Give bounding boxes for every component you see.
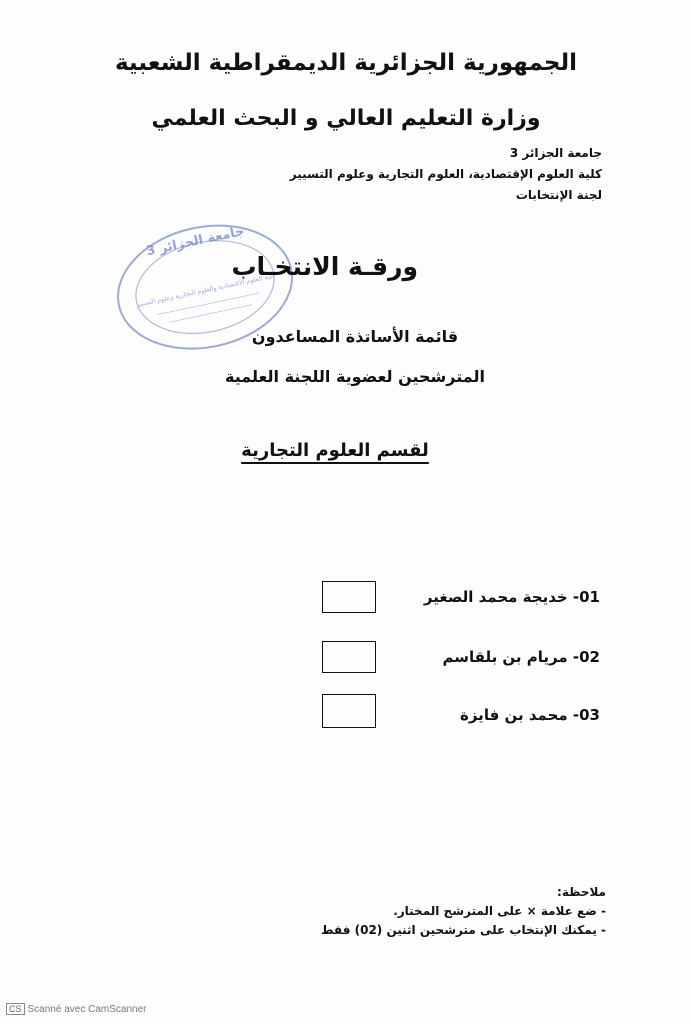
- candidate-checkbox[interactable]: [322, 581, 376, 613]
- candidate-name: 03- محمد بن فايزة: [460, 706, 600, 724]
- candidate-checkbox[interactable]: [322, 694, 376, 728]
- notes-heading: ملاحظة:: [557, 885, 606, 899]
- faculty-name: كلية العلوم الإقتصادية، العلوم التجارية وعلوم التسيير: [289, 167, 602, 181]
- candidate-name: 01- خديجة محمد الصغير: [423, 588, 600, 606]
- university-name: جامعة الجزائر 3: [509, 146, 602, 160]
- republic-heading: الجمهورية الجزائرية الديمقراطية الشعبية: [114, 50, 578, 76]
- camscanner-icon: CS: [6, 1003, 25, 1015]
- ballot-title: ورقـة الانتخـاب: [231, 252, 418, 281]
- candidate-row: [0, 580, 692, 620]
- committee-name: لجنة الإنتخابات: [515, 188, 602, 202]
- notes-block: [321, 883, 606, 940]
- candidate-row: [0, 694, 692, 734]
- candidate-checkbox[interactable]: [322, 641, 376, 673]
- ministry-heading: وزارة التعليم العالي و البحث العلمي: [151, 106, 541, 131]
- note-line: - ضع علامة × على المترشح المختار.: [393, 904, 606, 918]
- stamp-ring-text: جامعة الجزائر 3: [144, 223, 246, 260]
- scanner-footer: [6, 1003, 146, 1015]
- scanner-footer-text: Scanné avec CamScanner: [27, 1004, 147, 1015]
- candidate-row: [0, 640, 692, 680]
- list-title: قائمة الأساتذة المساعدون: [251, 327, 459, 346]
- department-heading: لقسم العلوم التجارية: [241, 440, 429, 461]
- list-subtitle: المترشحين لعضوية اللجنة العلمية: [225, 367, 485, 386]
- stamp-inner-text: كلية العلوم الاقتصادية والعلوم التجارية وعلوم التسيير: [135, 271, 276, 309]
- candidate-name: 02- مريام بن بلقاسم: [442, 648, 600, 666]
- institution-block: [290, 143, 602, 206]
- note-line: - يمكنك الإنتخاب على مترشحين اثنين (02) فقط: [321, 923, 606, 937]
